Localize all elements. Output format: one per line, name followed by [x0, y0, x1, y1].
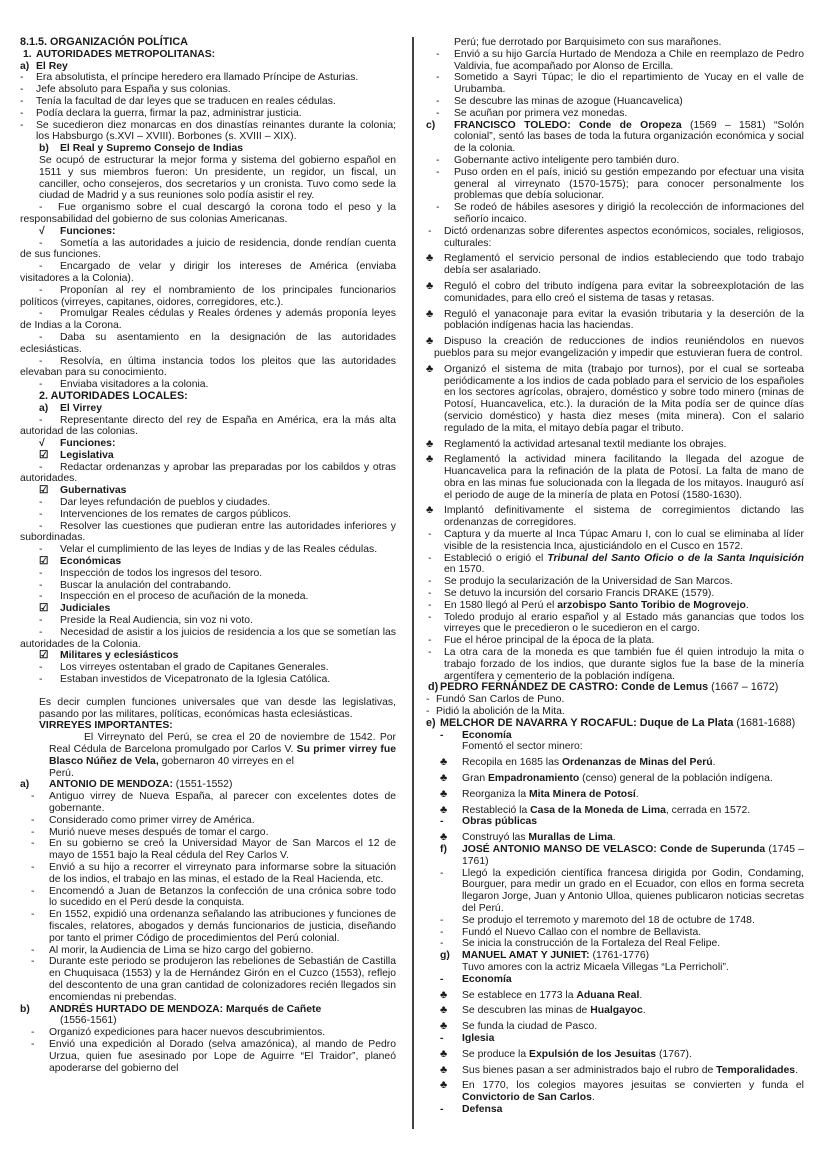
heading-judiciales: ☑ Judiciales — [39, 603, 111, 615]
list-item: ♣ Reglamentó la actividad minera facilitando la llegada del azogue de Huancavelica para la refinación de la plata de Potosí. La falta de mano de obra en las minas fue solucionada con la llegada de los mitayos. Inauguró así el periodo de auge de la minería de plata en Potosí (1580-1630). — [426, 453, 804, 501]
list-item: - Envió a su hijo a recorrer el virreynato para informarse sobre la situación de los indios, el trabajo en las minas, el estado de la Real Hacienda, etc. — [31, 861, 396, 885]
checkbox-icon: ☑ — [39, 603, 49, 615]
list-item: - Fue el héroe principal de la época de la plata. — [428, 635, 655, 647]
list-item: - Podía declara la guerra, firmar la paz, administrar justicia. — [20, 107, 302, 119]
club-bullet-icon: ♣ — [440, 1004, 448, 1017]
list-item: - Preside la Real Audiencia, sin voz ni voto. — [39, 615, 253, 627]
list-item: - Fundó el Nuevo Callao con el nombre de Bellavista. — [440, 926, 702, 938]
hurtado-years: (1556-1561) — [60, 1015, 117, 1027]
column-divider — [412, 37, 414, 1129]
club-bullet-icon: ♣ — [440, 1079, 448, 1092]
list-item: - Envió a su hijo García Hurtado de Mendoza a Chile en reemplazo de Pedro Valdivia, fue acompañado por Alonso de Ercilla. — [436, 48, 804, 72]
club-bullet-icon: ♣ — [426, 453, 434, 466]
list-item: - Dar leyes refundación de pueblos y ciudades. — [39, 497, 271, 509]
list-item: ♣ Organizó el sistema de mita (trabajo por turnos), por el cual se sorteaba periódicamente a los indios de cada poblado para el servicio de los españoles en los sectores agrícolas, obrajero, doméstico y sobre todo minero (minas de Potosí, Huancavelica, etc.). la duración de la Mita podía ser de quince días (servicio doméstico) y hasta diez meses (mita minera). Con el salario regulado de la mita, el mitayo debía pagar el tributo. — [426, 362, 804, 434]
toledo-more-list — [426, 529, 804, 682]
heading-gubernativas: ☑ Gubernativas — [39, 485, 127, 497]
club-bullet-icon: ♣ — [440, 1047, 448, 1060]
list-item: - Se sucedieron diez monarcas en dos dinastías reinantes durante la colonia; los Habsburgo (s.XVI – XVIII). Borbones (s. XVIII – XIX). — [20, 119, 396, 143]
heading-iglesia: - Iglesia — [440, 1032, 495, 1044]
list-item: ♣ Gran Empadronamiento (censo) general de la población indígena. — [440, 772, 773, 785]
list-item: - Buscar la anulación del contrabando. — [39, 579, 231, 591]
heading-autoridades-metropolitanas: 1. AUTORIDADES METROPOLITANAS: — [23, 48, 216, 60]
club-bullet-icon: ♣ — [440, 1063, 448, 1076]
list-item: - Se produjo el terremoto y maremoto del 18 de octubre de 1748. — [440, 914, 755, 926]
right-column — [426, 37, 804, 1116]
list-item: ♣ Implantó definitivamente el sistema de corregimientos dictando las ordenanzas de corregidores. — [426, 504, 804, 529]
toledo-ordenanzas-list — [426, 249, 804, 529]
list-item: ♣ En 1770, los colegios mayores jesuitas se convierten y funda el Convictorio de San Carlos. — [440, 1079, 804, 1104]
heading-manuel-amat: g) MANUEL AMAT Y JUNIET: (1761-1776) — [440, 950, 650, 962]
list-item: - Se rodeó de hábiles asesores y dirigió la recolección de informaciones del señorío incaico. — [436, 202, 804, 225]
list-item: - Murió nueve meses después de tomar el cargo. — [31, 826, 269, 838]
club-bullet-icon: ♣ — [426, 307, 434, 320]
list-item: - Se acuñan por primera vez monedas. — [436, 107, 628, 119]
heading-jose-antonio-manso: f) JOSÉ ANTONIO MANSO DE VELASCO: Conde de Superunda (1745 – 1761) — [440, 844, 804, 867]
list-item: - Intervenciones de los remates de cargos públicos. — [39, 508, 292, 520]
list-item: - Necesidad de asistir a los juicios de residencia a los que se sometían las autoridades de la Colonia. — [20, 626, 396, 650]
heading-amat-economia: - Economía — [440, 973, 512, 985]
list-item: - Encargado de velar y dirigir los intereses de América (enviaba visitadores a la Colonia). — [20, 261, 396, 284]
list-item: ♣ Reorganiza la Mita Minera de Potosí. — [440, 787, 639, 800]
list-item: - Proponían al rey el nombramiento de los principales funcionarios políticos (virreyes, capitanes, oidores, corregidores, etc.). — [20, 284, 396, 308]
list-item: ♣ Se descubren las minas de Hualgayoc. — [440, 1004, 646, 1017]
list-item: - En 1552, expidió una ordenanza señalando las atribuciones y funciones de fiscales, relatores, abogados y demás funcionarios de justicia, diseñando por tanto el primer Código de procedimientos del Perú colonial. — [31, 909, 396, 944]
list-item: ♣ Construyó las Murallas de Lima. — [440, 831, 616, 844]
amat-note: Tuvo amores con la actriz Micaela Villegas “La Perricholi”. — [462, 961, 729, 973]
list-item: - Se descubre las minas de azogue (Huancavelica) — [436, 95, 683, 107]
list-item: ♣ Se establece en 1773 la Aduana Real. — [440, 988, 643, 1001]
list-item: ♣ Reglamentó el servicio personal de indios estableciendo que todo trabajo debía ser asalariado. — [426, 252, 804, 277]
club-bullet-icon: ♣ — [440, 988, 448, 1001]
list-item: - Resolvía, en última instancia todos los pleitos que las autoridades elevaban para su conocimiento. — [20, 355, 396, 379]
club-bullet-icon: ♣ — [440, 787, 448, 800]
heading-antonio-de-mendoza: a) ANTONIO DE MENDOZA: (1551-1552) — [20, 779, 233, 791]
heading-francisco-toledo: c) FRANCISCO TOLEDO: Conde de Oropeza (1569 – 1581) “Solón colonial”, sentó las bases de toda la futura organización económica y social de la colonia. — [426, 119, 805, 155]
list-item: ♣ Reglamentó la actividad artesanal textil mediante los obrajes. — [426, 437, 727, 450]
check-icon: √ — [39, 225, 45, 237]
club-bullet-icon: ♣ — [440, 772, 448, 785]
list-item: - Envió una expedición al Dorado (selva amazónica), al mando de Pedro Urzua, quien fue asesinado por Lope de Aguirre “El Traidor”, planeó apoderarse del gobierno del — [31, 1038, 396, 1074]
club-bullet-icon: ♣ — [440, 756, 448, 769]
list-item: - En su gobierno se creó la Universidad Mayor de San Marcos el 12 de mayo de 1551 bajo la Real cédula del Rey Carlos V. — [31, 838, 396, 862]
list-item: - Estaban investidos de Vicepatronato de la Iglesia Católica. — [39, 674, 331, 686]
list-item: - Fundó San Carlos de Puno. — [426, 694, 565, 706]
list-item: - Dictó ordenanzas sobre diferentes aspectos económicos, sociales, religiosos, culturales: — [428, 225, 804, 249]
list-item: - Sometido a Sayri Túpac; le dio el repartimiento de Yucay en el valle de Urubamba. — [436, 72, 804, 96]
heading-obras-publicas: - Obras públicas — [440, 816, 538, 828]
list-item: - Jefe absoluto para España y sus colonias. — [20, 84, 231, 96]
club-bullet-icon: ♣ — [440, 803, 448, 816]
list-item: - Antiguo virrey de Nueva España, al parecer con excelentes dotes de gobernante. — [31, 791, 396, 814]
list-item: - Era absolutista, el príncipe heredero era llamado Príncipe de Asturias. — [20, 72, 359, 84]
heading-andres-hurtado-de-mendoza: b) ANDRÉS HURTADO DE MENDOZA: Marqués de Cañete — [20, 1003, 322, 1015]
club-bullet-icon: ♣ — [426, 437, 434, 450]
list-item: - Resolver las cuestiones que pudieran entre las autoridades inferiores y subordinadas. — [20, 520, 396, 544]
list-item: ♣ Reguló el cobro del tributo indígena para evitar la sobreexplotación de las comunidades, para ello creó el sistema de tasas y retasas. — [426, 279, 804, 304]
list-item: - Se produjo la secularización de la Universidad de San Marcos. — [428, 576, 733, 588]
list-item: ♣ Dispuso la creación de reducciones de indios reuniéndolos en nuevos pueblos para su mejor evangelización y impedir que estuvieran fuera de control. — [426, 335, 804, 359]
heading-melchor-de-navarra: e) MELCHOR DE NAVARRA Y ROCAFUL: Duque de La Plata (1681-1688) — [426, 716, 796, 729]
mendoza-list — [20, 791, 396, 1003]
virreynato-intro-end: Perú. — [49, 767, 74, 779]
list-item: - Sometía a las autoridades a juicio de residencia, donde rendían cuenta de sus funciones. — [20, 237, 396, 261]
club-bullet-icon: ♣ — [426, 362, 434, 375]
section-title: 8.1.5. ORGANIZACIÓN POLÍTICA — [20, 36, 188, 48]
club-bullet-icon: ♣ — [440, 1020, 448, 1033]
list-item: ♣ Sus bienes pasan a ser administrados bajo el rubro de Temporalidades. — [440, 1063, 798, 1076]
list-item: - Gobernante activo inteligente pero también duro. — [436, 154, 680, 166]
club-bullet-icon: ♣ — [426, 279, 434, 292]
list-item: - Captura y da muerte al Inca Túpac Amaru I, con lo cual se eliminaba al líder visible de la resistencia Inca, ajusticiándolo en el Cusco en 1572. — [428, 529, 804, 552]
heading-militares-eclesiasticos: ☑ Militares y eclesiásticos — [39, 650, 179, 662]
list-item: - Considerado como primer virrey de América. — [31, 814, 255, 826]
list-item: - Organizó expediciones para hacer nuevos descubrimientos. — [31, 1027, 326, 1039]
checkbox-icon: ☑ — [39, 556, 49, 568]
list-item: - La otra cara de la moneda es que también fue él quien introdujo la mita o trabajo forzado de los indios, que durante siglos fue la base de la minería argentífera y cementerio de la población indígena. — [428, 647, 804, 682]
list-item: - Velar el cumplimiento de las leyes de Indias y de las Reales cédulas. — [39, 544, 378, 556]
list-item: - Durante este periodo se produjeron las rebeliones de Sebastián de Castilla en Chuquisaca (1553) y la de Hernández Girón en el Cuzco (1553), reflejo del descontento de una gran cantidad de colonizadores recién llegados sin encomiendas ni prebendas. — [31, 956, 396, 1003]
consejo-funciones-list — [20, 238, 396, 391]
list-item: - Tenía la facultad de dar leyes que se traducen en reales cédulas. — [20, 95, 336, 107]
virrey-summary: Es decir cumplen funciones universales que van desde las legislativas, pasando por las militares, políticas, económicas hasta eclesiásticas. — [39, 696, 396, 720]
club-bullet-icon: ♣ — [426, 504, 434, 517]
consejo-note: - Fue organismo sobre el cual descargó la corona todo el peso y la responsabilidad del gobierno de sus colonias Americanas. — [20, 202, 396, 225]
heading-el-virrey: a) El Virrey — [39, 402, 102, 414]
club-bullet-icon: ♣ — [440, 831, 448, 844]
club-bullet-icon: ♣ — [426, 335, 434, 348]
list-item: - Promulgar Reales cédulas y Reales órdenes y además proponía leyes de Indias a la Corona. — [20, 308, 396, 332]
list-item: - Al morir, la Audiencia de Lima se hizo cargo del gobierno. — [31, 944, 314, 956]
list-item: - Encomendó a Juan de Betanzos la confección de una crónica sobre todo lo sucedido en el Perú desde la conquista. — [31, 885, 396, 909]
list-item: - Llegó la expedición científica francesa dirigida por Godin, Condaming, Bourguer, para medir un grado en el Ecuador, con ellos en forma secreta llegaron Jorge, Juan y Antonio Ulloa, quienes publicaron noticias secretas del Perú. — [440, 867, 804, 914]
list-item: ♣ Recopila en 1685 las Ordenanzas de Minas del Perú. — [440, 756, 716, 769]
club-bullet-icon: ♣ — [426, 252, 434, 265]
list-item: - Redactar ordenanzas y aprobar las preparadas por los cabildos y otras autoridades. — [20, 461, 396, 485]
list-item: - Pidió la abolición de la Mita. — [426, 706, 565, 718]
list-item: - Estableció o erigió el Tribunal del Santo Oficio o de la Santa Inquisición en 1570. — [428, 552, 804, 576]
checkbox-icon: ☑ — [39, 650, 49, 662]
list-item: - Los virreyes ostentaban el grado de Capitanes Generales. — [39, 662, 329, 674]
list-item: ♣ Restableció la Casa de la Moneda de Lima, cerrada en 1572. — [440, 803, 751, 816]
list-item: ♣ Reguló el yanaconaje para evitar la evasión tributaria y la deserción de la población indígenas hacia las haciendas. — [426, 307, 804, 332]
rey-list — [20, 72, 396, 143]
consejo-intro: Se ocupó de estructurar la mejor forma y sistema del gobierno español en 1511 y sus miembros fueron: Un presidente, un regidor, un fiscal, un canciller, ocho consejeros, dos secretarios y un cronista. Tuvo como sede la ciudad de Madrid y a sus reuniones solo podía asistir el rey. — [39, 154, 396, 202]
heading-autoridades-locales: 2. AUTORIDADES LOCALES: — [39, 389, 188, 402]
list-item: - Puso orden en el país, inició su gestión empezando por efectuar una visita general al virreynato (1570-1575); para conocer personalmente los problemas que debía solucionar. — [436, 166, 804, 202]
heading-consejo-funciones: √ Funciones: — [39, 225, 116, 237]
virrey-desc: - Representante directo del rey de España en América, era la más alta autoridad de las colonias. — [20, 414, 396, 438]
economia-intro: Fomentó el sector minero: — [462, 741, 583, 753]
list-item: - Enviaba visitadores a la colonia. — [39, 379, 209, 391]
list-item: ♣ Se funda la ciudad de Pasco. — [440, 1020, 598, 1033]
heading-defensa: - Defensa — [440, 1103, 503, 1115]
heading-pedro-fernandez-de-castro: d) PEDRO FERNÁNDEZ DE CASTRO: Conde de Lemus (1667 – 1672) — [428, 681, 779, 694]
list-item: ♣ Se produce la Expulsión de los Jesuitas (1767). — [440, 1047, 692, 1060]
list-item: - Inspección de todos los ingresos del tesoro. — [39, 567, 263, 579]
list-item: - Toledo produjo al erario español y al Estado más ganancias que todos los virreyes que le precedieron o le sucedieron en el cargo. — [428, 611, 804, 635]
heading-economicas: ☑ Económicas — [39, 556, 122, 568]
checkbox-icon: ☑ — [39, 485, 49, 497]
hurtado-continuation: Perú; fue derrotado por Barquisimeto con sus marañones. — [454, 37, 722, 48]
virreynato-intro: El Virreynato del Perú, se crea el 20 de noviembre de 1542. Por Real Cédula de Barcelona promulgado por Carlos V. Su primer virrey fue Blasco Núñez de Vela, gobernaron 40 virreyes en el — [49, 732, 396, 767]
check-icon: √ — [39, 438, 45, 450]
list-item: - Se inicia la construcción de la Fortaleza del Real Felipe. — [440, 938, 721, 950]
left-column — [20, 37, 396, 1074]
list-item: - En 1580 llegó al Perú el arzobispo Santo Toribio de Mogrovejo. — [428, 599, 749, 611]
list-item: - Se detuvo la incursión del corsario Francis DRAKE (1579). — [428, 588, 715, 600]
heading-consejo-de-indias: b) El Real y Supremo Consejo de Indias — [39, 143, 244, 155]
heading-legislativa: ☑ Legislativa — [39, 449, 114, 461]
checkbox-icon: ☑ — [39, 449, 49, 461]
heading-el-rey: a) El Rey — [20, 60, 68, 72]
heading-economia: - Economía — [440, 729, 512, 741]
heading-virreyes-importantes: VIRREYES IMPORTANTES: — [39, 720, 173, 732]
heading-virrey-funciones: √ Funciones: — [39, 438, 116, 450]
list-item: - Inspección en el proceso de acuñación de la moneda. — [39, 591, 309, 603]
list-item: - Daba su asentamiento en la designación de las autoridades eclesiásticas. — [20, 331, 396, 355]
